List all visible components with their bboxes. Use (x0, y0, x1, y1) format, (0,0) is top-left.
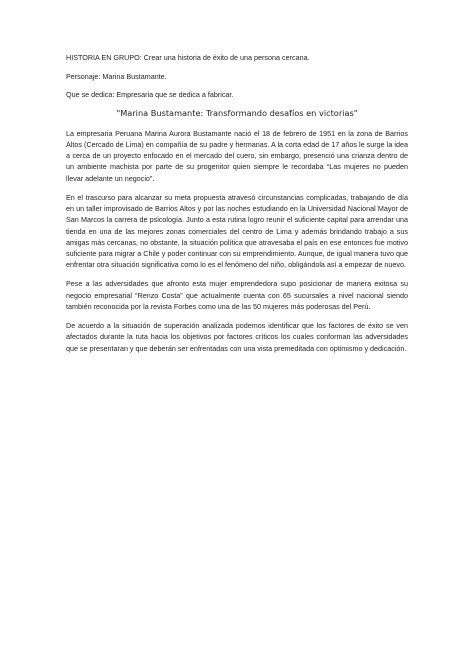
paragraph-3: Pese a las adversidades que afronto esta mujer emprendedora supo posicionar de manera exitosa su negocio empresarial “Renzo Costa” que actualmente cuenta con 65 sucursales a nivel nacional siendo también reconocida por la revista Forbes como una de las 50 mujeres más poderosas del Perú. (66, 279, 408, 311)
assignment-line: HISTORIA EN GRUPO: Crear una historia de éxito de una persona cercana. (66, 53, 310, 62)
document-body (66, 52, 408, 362)
occupation-line: Que se dedica: Empresaria que se dedica a fabricar. (66, 90, 234, 100)
paragraph-4: De acuerdo a la situación de superación analizada podemos identificar que los factores de éxito se ven afectados durante la ruta hacia los objetivos por factores críticos los cuales conforman las adversidades que se presentaran y que deberán ser enfrentadas con una vista premeditada con optimismo y dedicación. (66, 321, 408, 353)
story-title: "Marina Bustamante: Transformando desafíos en victorias" (116, 108, 358, 119)
paragraph-2: En el trascurso para alcanzar su meta propuesta atravesó circunstancias complicadas, trabajando de día en un taller improvisado de Barrios Altos y por las noches estudiando en la Universidad Nacional Mayor de San Marcos la carrera de psicología. Junto a esta rutina logro reunir el suficiente capital para arrendar una tienda en una de las mejores zonas comerciales del centro de Lima y además brindando trabajo a sus amigas más cercanas, no obstante, la situación política que atravesaba el país en ese entonces fue motivo suficiente para migrar a Chile y poder continuar con su emprendimiento. Aunque, de igual manera tuvo que enfrentar otra situación significativa como lo es el fenómeno del niño, obligándola así a empezar de nuevo. (66, 193, 408, 269)
character-line: Personaje: Marina Bustamante. (66, 71, 167, 81)
paragraph-1: La empresaria Peruana Marina Aurora Bustamante nació el 18 de febrero de 1951 en la zona de Barrios Altos (Cercado de Lima) en compañía de su padre y hermanas. A la corta edad de 17 años le surge la idea a cerca de un proyecto enfocado en el mercado del cuero, sin embargo, presenció una crianza dentro de un ambiente machista por parte de su progenitor quien siempre le recordaba “Las mujeres no pueden llevar adelante un negocio”. (66, 129, 408, 183)
